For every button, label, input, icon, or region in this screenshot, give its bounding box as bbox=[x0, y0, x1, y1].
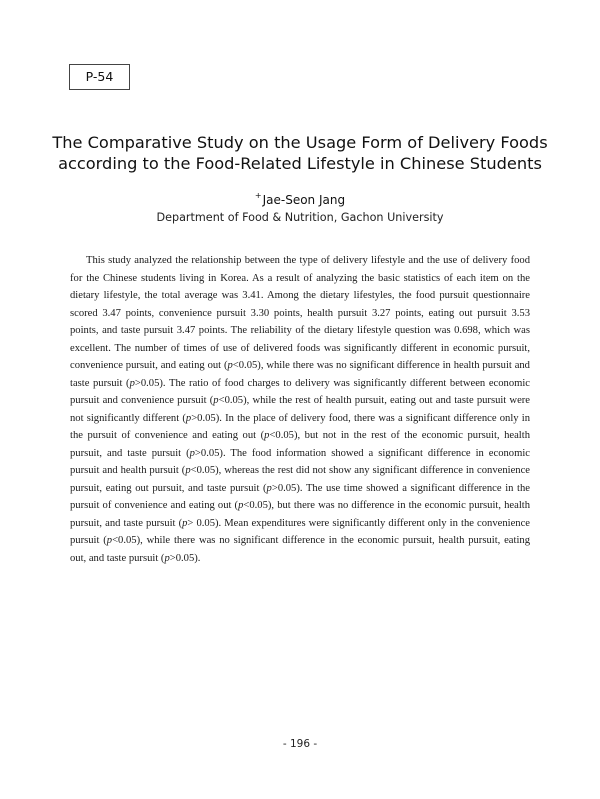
poster-number-badge: P-54 bbox=[69, 64, 130, 90]
abstract-text: >0.05). The food information showed a significant difference in economic pursuit and health pursuit ( bbox=[70, 447, 530, 476]
paper-title bbox=[40, 132, 560, 174]
title-line-2: according to the Food-Related Lifestyle in Chinese Students bbox=[58, 154, 542, 173]
affiliation: Department of Food & Nutrition, Gachon University bbox=[156, 211, 444, 224]
p-value-symbol: p bbox=[182, 517, 188, 529]
abstract-text: >0.05). The ratio of food charges to delivery was significantly different between economic pursuit and convenience pursuit ( bbox=[70, 377, 530, 406]
p-value-symbol: p bbox=[185, 465, 191, 476]
abstract-text: <0.05), but there was no difference in the economic pursuit, health pursuit, and taste pursuit ( bbox=[70, 500, 531, 529]
abstract-text: >0.05). The use time showed a significant difference in the pursuit of convenience and eating out ( bbox=[70, 482, 530, 511]
title-line-1: The Comparative Study on the Usage Form of Delivery Foods bbox=[52, 133, 548, 152]
author-name: Jae-Seon Jang bbox=[262, 193, 346, 207]
p-value-symbol: p bbox=[185, 412, 192, 424]
p-value-symbol: p bbox=[129, 377, 135, 389]
abstract-text: >0.05). In the place of delivery food, there was a significant difference only in the pursuit of convenience and eating out ( bbox=[70, 412, 530, 441]
p-value-symbol: p bbox=[213, 395, 219, 406]
abstract-text: > 0.05). Mean expenditures were significantly different only in the convenience pursuit ( bbox=[70, 517, 530, 546]
abstract-text: <0.05), but not in the rest of the economic pursuit, health pursuit, and taste pursuit ( bbox=[70, 430, 530, 459]
p-value-symbol: p bbox=[227, 360, 233, 371]
author-line bbox=[0, 188, 600, 208]
abstract-text: <0.05), while there was no significant difference in health pursuit and taste pursuit ( bbox=[70, 360, 530, 389]
abstract-text: >0.05). bbox=[169, 552, 201, 564]
p-value-symbol: p bbox=[266, 482, 272, 494]
p-value-symbol: p bbox=[106, 535, 113, 546]
p-value-symbol: p bbox=[264, 430, 270, 441]
abstract-body bbox=[70, 252, 530, 567]
abstract-text: <0.05), while the rest of health pursuit, eating out and taste pursuit were not significantly different ( bbox=[70, 395, 530, 424]
abstract-text: <0.05), while there was no significant difference in the economic pursuit, health pursuit, eating out, and taste pursuit ( bbox=[70, 535, 530, 564]
abstract-text: <0.05), whereas the rest did not show any significant difference in convenience pursuit, eating out pursuit, and taste pursuit ( bbox=[70, 465, 530, 494]
p-value-symbol: p bbox=[189, 447, 195, 459]
p-value-symbol: p bbox=[238, 500, 244, 511]
abstract-text: This study analyzed the relationship between the type of delivery lifestyle and the use of delivery food for the Chinese students living in Korea. As a result of analyzing the basic statistics of each item on the dietary lifestyle, the total average was 3.41. Among the dietary lifestyles, the food pursuit questionnaire scored 3.47 points, convenience pursuit 3.30 points, health pursuit 3.27 points, eating out pursuit 3.53 points, and taste pursuit 3.47 points. The reliability of the dietary lifestyle question was 0.698, which was excellent. The number of times of use of delivered foods was significantly different in economic pursuit, convenience pursuit, and eating out ( bbox=[70, 255, 530, 371]
p-value-symbol: p bbox=[164, 552, 170, 564]
corresponding-author-mark: + bbox=[254, 191, 262, 200]
page-number: - 196 - bbox=[282, 738, 318, 750]
